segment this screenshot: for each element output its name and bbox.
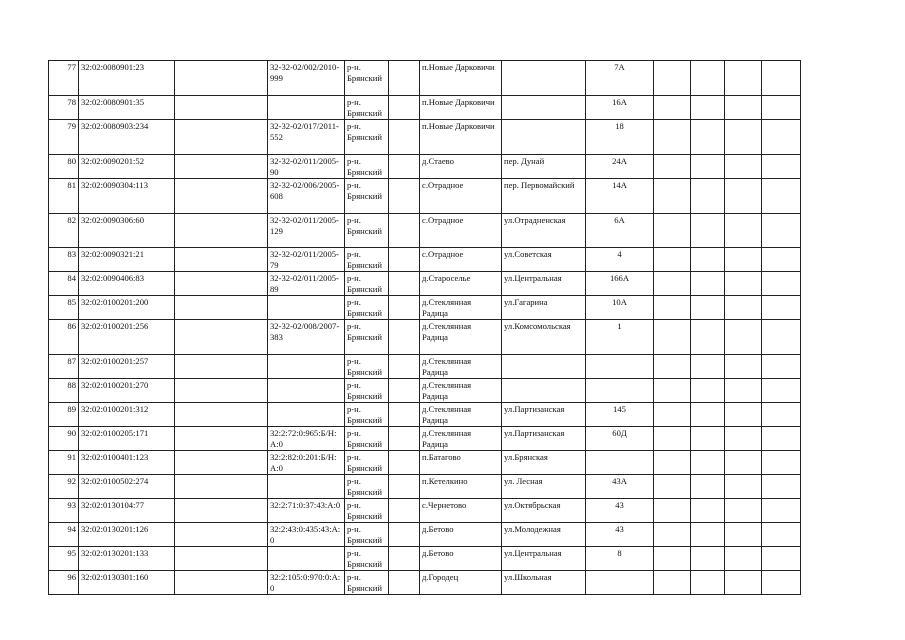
blank-cell-cell — [725, 248, 762, 272]
house-number-cell: 14А — [586, 179, 654, 214]
blank-cell-cell — [175, 248, 268, 272]
table-row — [49, 379, 801, 403]
registration-number-cell: 32-32-02/017/2011-552 — [268, 120, 345, 155]
settlement-cell: п.Новые Дарковичи — [420, 96, 502, 120]
street-cell: пер. Первомайский — [502, 179, 586, 214]
street-cell: ул.Школьная — [502, 571, 586, 595]
registration-number-cell: 32-32-02/011/2005-79 — [268, 248, 345, 272]
settlement-cell: с.Отрадное — [420, 214, 502, 248]
settlement-cell: п.Батагово — [420, 451, 502, 475]
row-number-cell: 83 — [49, 248, 79, 272]
registration-number-cell: 32:2:82:0:201:Б/Н:А:0 — [268, 451, 345, 475]
blank-cell-cell — [691, 379, 725, 403]
blank-cell-cell — [175, 403, 268, 427]
blank-cell-cell — [691, 120, 725, 155]
row-number-cell: 80 — [49, 155, 79, 179]
blank-cell-cell — [762, 155, 801, 179]
blank-cell-cell — [691, 499, 725, 523]
blank-cell-cell — [725, 499, 762, 523]
settlement-cell: д.Бетово — [420, 547, 502, 571]
blank-cell-cell — [654, 403, 691, 427]
blank-cell-cell — [654, 427, 691, 451]
house-number-cell: 10А — [586, 296, 654, 320]
street-cell: ул.Октябрьская — [502, 499, 586, 523]
blank-cell-cell — [725, 427, 762, 451]
table-row — [49, 120, 801, 155]
table-row — [49, 451, 801, 475]
table-row — [49, 571, 801, 595]
blank-cell-cell — [725, 214, 762, 248]
blank-cell-cell — [389, 475, 420, 499]
blank-cell-cell — [389, 403, 420, 427]
registration-number-cell: 32:2:72:0:965:Б/Н:А:0 — [268, 427, 345, 451]
settlement-cell: д.Стеклянная Радица — [420, 379, 502, 403]
blank-cell-cell — [762, 403, 801, 427]
blank-cell-cell — [175, 355, 268, 379]
settlement-cell: д.Стеклянная Радица — [420, 355, 502, 379]
registration-number-cell — [268, 96, 345, 120]
table-body — [49, 61, 801, 595]
cadastral-number-cell: 32:02:0090304:113 — [79, 179, 175, 214]
blank-cell-cell — [654, 523, 691, 547]
blank-cell-cell — [762, 499, 801, 523]
house-number-cell — [586, 379, 654, 403]
district-cell: р-н. Брянский — [345, 179, 389, 214]
blank-cell-cell — [762, 179, 801, 214]
blank-cell-cell — [175, 571, 268, 595]
blank-cell-cell — [389, 272, 420, 296]
blank-cell-cell — [389, 296, 420, 320]
table-row — [49, 427, 801, 451]
table-row — [49, 499, 801, 523]
settlement-cell: п.Кетелкино — [420, 475, 502, 499]
street-cell: пер. Дунай — [502, 155, 586, 179]
row-number-cell: 90 — [49, 427, 79, 451]
blank-cell-cell — [725, 155, 762, 179]
blank-cell-cell — [725, 451, 762, 475]
row-number-cell: 96 — [49, 571, 79, 595]
blank-cell-cell — [725, 61, 762, 96]
blank-cell-cell — [654, 451, 691, 475]
district-cell: р-н. Брянский — [345, 155, 389, 179]
registration-number-cell — [268, 296, 345, 320]
cadastral-number-cell: 32:02:0130201:133 — [79, 547, 175, 571]
blank-cell-cell — [762, 571, 801, 595]
registration-number-cell: 32-32-02/006/2005-608 — [268, 179, 345, 214]
cadastral-number-cell: 32:02:0080903:234 — [79, 120, 175, 155]
blank-cell-cell — [175, 120, 268, 155]
blank-cell-cell — [175, 499, 268, 523]
blank-cell-cell — [654, 272, 691, 296]
settlement-cell: д.Стаево — [420, 155, 502, 179]
table-row — [49, 96, 801, 120]
blank-cell-cell — [691, 272, 725, 296]
cadastral-number-cell: 32:02:0080901:23 — [79, 61, 175, 96]
settlement-cell: с.Отрадное — [420, 248, 502, 272]
district-cell: р-н. Брянский — [345, 547, 389, 571]
street-cell: ул.Отрадненская — [502, 214, 586, 248]
row-number-cell: 79 — [49, 120, 79, 155]
registration-number-cell: 32:2:71:0:37:43:А:0 — [268, 499, 345, 523]
district-cell: р-н. Брянский — [345, 355, 389, 379]
street-cell — [502, 96, 586, 120]
blank-cell-cell — [762, 296, 801, 320]
row-number-cell: 86 — [49, 320, 79, 355]
blank-cell-cell — [389, 451, 420, 475]
blank-cell-cell — [762, 214, 801, 248]
table-row — [49, 179, 801, 214]
blank-cell-cell — [691, 248, 725, 272]
settlement-cell: д.Городец — [420, 571, 502, 595]
blank-cell-cell — [762, 120, 801, 155]
table-row — [49, 214, 801, 248]
district-cell: р-н. Брянский — [345, 248, 389, 272]
blank-cell-cell — [175, 379, 268, 403]
blank-cell-cell — [691, 296, 725, 320]
settlement-cell: с.Чернетово — [420, 499, 502, 523]
blank-cell-cell — [762, 272, 801, 296]
blank-cell-cell — [691, 475, 725, 499]
settlement-cell: д.Староселье — [420, 272, 502, 296]
row-number-cell: 92 — [49, 475, 79, 499]
district-cell: р-н. Брянский — [345, 96, 389, 120]
cadastral-number-cell: 32:02:0090321:21 — [79, 248, 175, 272]
blank-cell-cell — [654, 320, 691, 355]
blank-cell-cell — [725, 355, 762, 379]
settlement-cell: п.Новые Дарковичи — [420, 120, 502, 155]
blank-cell-cell — [389, 248, 420, 272]
blank-cell-cell — [762, 547, 801, 571]
street-cell: ул.Партизанская — [502, 403, 586, 427]
blank-cell-cell — [175, 155, 268, 179]
blank-cell-cell — [762, 379, 801, 403]
blank-cell-cell — [175, 475, 268, 499]
blank-cell-cell — [175, 296, 268, 320]
district-cell: р-н. Брянский — [345, 427, 389, 451]
house-number-cell: 24А — [586, 155, 654, 179]
blank-cell-cell — [654, 120, 691, 155]
house-number-cell: 60Д — [586, 427, 654, 451]
blank-cell-cell — [691, 523, 725, 547]
blank-cell-cell — [762, 475, 801, 499]
blank-cell-cell — [691, 214, 725, 248]
district-cell: р-н. Брянский — [345, 296, 389, 320]
district-cell: р-н. Брянский — [345, 61, 389, 96]
house-number-cell — [586, 451, 654, 475]
street-cell: ул.Гагарина — [502, 296, 586, 320]
registration-number-cell: 32-32-02/002/2010-999 — [268, 61, 345, 96]
blank-cell-cell — [654, 214, 691, 248]
registration-number-cell: 32-32-02/008/2007-383 — [268, 320, 345, 355]
table-row — [49, 61, 801, 96]
blank-cell-cell — [762, 248, 801, 272]
blank-cell-cell — [175, 451, 268, 475]
cadastral-number-cell: 32:02:0100201:270 — [79, 379, 175, 403]
blank-cell-cell — [175, 214, 268, 248]
table-row — [49, 272, 801, 296]
cadastral-number-cell: 32:02:0100201:200 — [79, 296, 175, 320]
district-cell: р-н. Брянский — [345, 451, 389, 475]
blank-cell-cell — [654, 547, 691, 571]
blank-cell-cell — [691, 451, 725, 475]
blank-cell-cell — [175, 320, 268, 355]
blank-cell-cell — [691, 155, 725, 179]
blank-cell-cell — [389, 214, 420, 248]
blank-cell-cell — [175, 272, 268, 296]
blank-cell-cell — [654, 379, 691, 403]
row-number-cell: 78 — [49, 96, 79, 120]
blank-cell-cell — [389, 571, 420, 595]
blank-cell-cell — [175, 61, 268, 96]
street-cell — [502, 355, 586, 379]
registration-number-cell — [268, 355, 345, 379]
street-cell: ул.Центральная — [502, 272, 586, 296]
registration-number-cell: 32-32-02/011/2005-90 — [268, 155, 345, 179]
row-number-cell: 85 — [49, 296, 79, 320]
row-number-cell: 82 — [49, 214, 79, 248]
blank-cell-cell — [691, 355, 725, 379]
street-cell: ул.Брянская — [502, 451, 586, 475]
registration-number-cell: 32-32-02/011/2005-129 — [268, 214, 345, 248]
blank-cell-cell — [725, 179, 762, 214]
blank-cell-cell — [691, 547, 725, 571]
cadastral-number-cell: 32:02:0090406:83 — [79, 272, 175, 296]
row-number-cell: 87 — [49, 355, 79, 379]
registration-number-cell — [268, 379, 345, 403]
settlement-cell: д.Стеклянная Радица — [420, 296, 502, 320]
blank-cell-cell — [175, 96, 268, 120]
table-row — [49, 475, 801, 499]
blank-cell-cell — [654, 499, 691, 523]
settlement-cell: д.Бетово — [420, 523, 502, 547]
district-cell: р-н. Брянский — [345, 320, 389, 355]
settlement-cell: д.Стеклянная Радица — [420, 403, 502, 427]
property-register-table — [48, 60, 801, 595]
blank-cell-cell — [175, 547, 268, 571]
blank-cell-cell — [725, 475, 762, 499]
blank-cell-cell — [389, 320, 420, 355]
blank-cell-cell — [389, 355, 420, 379]
table-row — [49, 547, 801, 571]
registration-number-cell: 32:2:43:0:435:43:А:0 — [268, 523, 345, 547]
blank-cell-cell — [725, 120, 762, 155]
cadastral-number-cell: 32:02:0130301:160 — [79, 571, 175, 595]
house-number-cell: 4 — [586, 248, 654, 272]
blank-cell-cell — [654, 61, 691, 96]
row-number-cell: 91 — [49, 451, 79, 475]
blank-cell-cell — [725, 379, 762, 403]
blank-cell-cell — [725, 547, 762, 571]
registration-number-cell — [268, 475, 345, 499]
blank-cell-cell — [691, 61, 725, 96]
registration-number-cell: 32-32-02/011/2005-89 — [268, 272, 345, 296]
table-row — [49, 355, 801, 379]
street-cell: ул.Молодежная — [502, 523, 586, 547]
street-cell: ул.Центральная — [502, 547, 586, 571]
registration-number-cell — [268, 547, 345, 571]
district-cell: р-н. Брянский — [345, 379, 389, 403]
house-number-cell: 1 — [586, 320, 654, 355]
street-cell: ул. Лесная — [502, 475, 586, 499]
row-number-cell: 88 — [49, 379, 79, 403]
blank-cell-cell — [691, 403, 725, 427]
house-number-cell: 43 — [586, 523, 654, 547]
blank-cell-cell — [654, 296, 691, 320]
blank-cell-cell — [654, 155, 691, 179]
cadastral-number-cell: 32:02:0130104:77 — [79, 499, 175, 523]
cadastral-number-cell: 32:02:0090306:60 — [79, 214, 175, 248]
cadastral-number-cell: 32:02:0100201:256 — [79, 320, 175, 355]
table-row — [49, 155, 801, 179]
blank-cell-cell — [725, 403, 762, 427]
cadastral-number-cell: 32:02:0100201:257 — [79, 355, 175, 379]
blank-cell-cell — [389, 120, 420, 155]
house-number-cell: 7А — [586, 61, 654, 96]
blank-cell-cell — [725, 96, 762, 120]
house-number-cell: 43 — [586, 499, 654, 523]
district-cell: р-н. Брянский — [345, 499, 389, 523]
blank-cell-cell — [175, 523, 268, 547]
cadastral-number-cell: 32:02:0100401:123 — [79, 451, 175, 475]
row-number-cell: 93 — [49, 499, 79, 523]
blank-cell-cell — [691, 320, 725, 355]
blank-cell-cell — [175, 427, 268, 451]
blank-cell-cell — [762, 523, 801, 547]
blank-cell-cell — [389, 427, 420, 451]
house-number-cell — [586, 355, 654, 379]
blank-cell-cell — [389, 96, 420, 120]
blank-cell-cell — [762, 320, 801, 355]
blank-cell-cell — [654, 571, 691, 595]
blank-cell-cell — [389, 499, 420, 523]
house-number-cell: 145 — [586, 403, 654, 427]
district-cell: р-н. Брянский — [345, 571, 389, 595]
blank-cell-cell — [691, 571, 725, 595]
cadastral-number-cell: 32:02:0100201:312 — [79, 403, 175, 427]
street-cell — [502, 120, 586, 155]
cadastral-number-cell: 32:02:0100205:171 — [79, 427, 175, 451]
row-number-cell: 89 — [49, 403, 79, 427]
table-row — [49, 296, 801, 320]
blank-cell-cell — [762, 451, 801, 475]
blank-cell-cell — [725, 272, 762, 296]
blank-cell-cell — [691, 427, 725, 451]
blank-cell-cell — [389, 179, 420, 214]
blank-cell-cell — [725, 523, 762, 547]
blank-cell-cell — [654, 248, 691, 272]
street-cell: ул.Комсомольская — [502, 320, 586, 355]
house-number-cell: 166А — [586, 272, 654, 296]
row-number-cell: 84 — [49, 272, 79, 296]
district-cell: р-н. Брянский — [345, 403, 389, 427]
table-row — [49, 248, 801, 272]
district-cell: р-н. Брянский — [345, 214, 389, 248]
cadastral-number-cell: 32:02:0100502:274 — [79, 475, 175, 499]
blank-cell-cell — [725, 296, 762, 320]
cadastral-number-cell: 32:02:0130201:126 — [79, 523, 175, 547]
row-number-cell: 95 — [49, 547, 79, 571]
house-number-cell: 16А — [586, 96, 654, 120]
blank-cell-cell — [389, 155, 420, 179]
district-cell: р-н. Брянский — [345, 272, 389, 296]
settlement-cell: д.Стеклянная Радица — [420, 427, 502, 451]
table-row — [49, 320, 801, 355]
registration-number-cell — [268, 403, 345, 427]
row-number-cell: 81 — [49, 179, 79, 214]
street-cell: ул.Партизанская — [502, 427, 586, 451]
settlement-cell: д.Стеклянная Радица — [420, 320, 502, 355]
blank-cell-cell — [762, 61, 801, 96]
blank-cell-cell — [762, 96, 801, 120]
blank-cell-cell — [691, 179, 725, 214]
settlement-cell: с.Отрадное — [420, 179, 502, 214]
blank-cell-cell — [389, 379, 420, 403]
row-number-cell: 77 — [49, 61, 79, 96]
house-number-cell: 43А — [586, 475, 654, 499]
blank-cell-cell — [654, 96, 691, 120]
table-row — [49, 523, 801, 547]
registration-number-cell: 32:2:105:0:970:0:А:0 — [268, 571, 345, 595]
blank-cell-cell — [389, 61, 420, 96]
blank-cell-cell — [654, 355, 691, 379]
house-number-cell: 18 — [586, 120, 654, 155]
blank-cell-cell — [654, 475, 691, 499]
blank-cell-cell — [762, 427, 801, 451]
blank-cell-cell — [389, 523, 420, 547]
house-number-cell: 8 — [586, 547, 654, 571]
blank-cell-cell — [654, 179, 691, 214]
blank-cell-cell — [725, 320, 762, 355]
row-number-cell: 94 — [49, 523, 79, 547]
street-cell — [502, 379, 586, 403]
blank-cell-cell — [762, 355, 801, 379]
settlement-cell: п.Новые Дарковичи — [420, 61, 502, 96]
blank-cell-cell — [725, 571, 762, 595]
street-cell: ул.Советская — [502, 248, 586, 272]
blank-cell-cell — [389, 547, 420, 571]
house-number-cell: 6А — [586, 214, 654, 248]
street-cell — [502, 61, 586, 96]
blank-cell-cell — [691, 96, 725, 120]
cadastral-number-cell: 32:02:0080901:35 — [79, 96, 175, 120]
cadastral-number-cell: 32:02:0090201:52 — [79, 155, 175, 179]
blank-cell-cell — [175, 179, 268, 214]
house-number-cell — [586, 571, 654, 595]
table-row — [49, 403, 801, 427]
district-cell: р-н. Брянский — [345, 120, 389, 155]
district-cell: р-н. Брянский — [345, 523, 389, 547]
district-cell: р-н. Брянский — [345, 475, 389, 499]
